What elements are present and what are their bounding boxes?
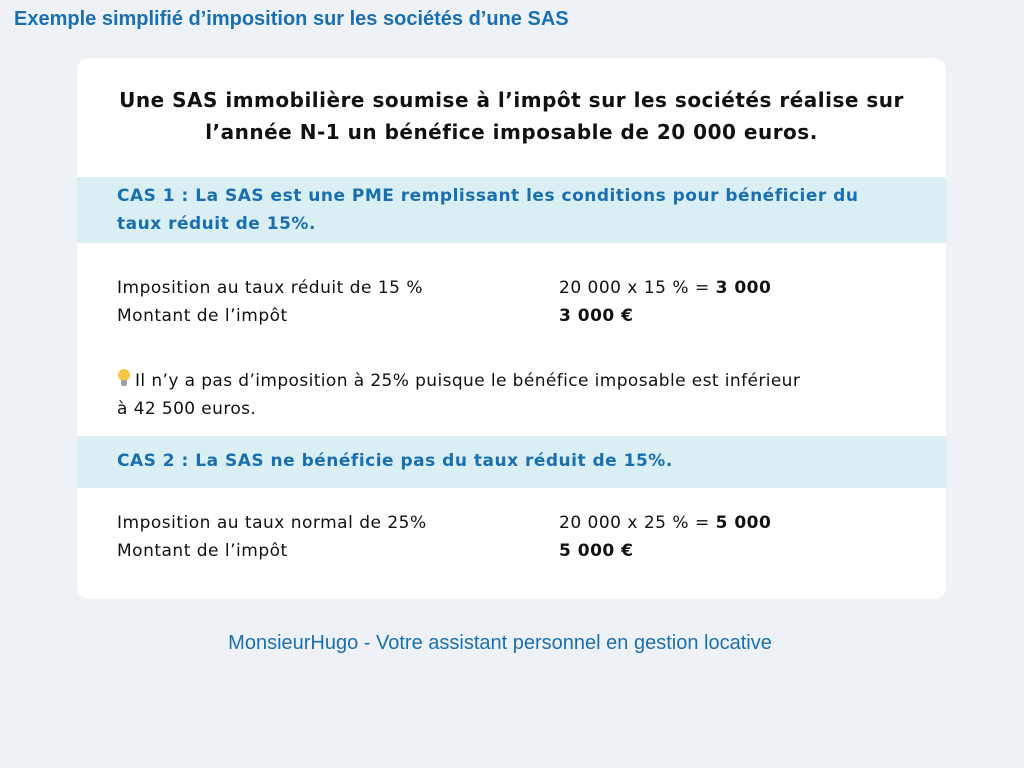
case-1-title-line-2: taux réduit de 15%.: [117, 214, 316, 234]
case-1-amount-total: 3 000 €: [559, 306, 634, 326]
case-1-rate-formula: 20 000 x 15 % =: [559, 278, 716, 298]
lightbulb-icon: [117, 369, 131, 389]
case-2-rate-result: 5 000: [715, 513, 772, 533]
page-title: Exemple simplifié d’imposition sur les sociétés d’une SAS: [14, 8, 569, 30]
tax-example-card: [77, 58, 946, 599]
intro-line-2: l’année N-1 un bénéfice imposable de 20 000 euros.: [205, 120, 818, 144]
intro-line-1: Une SAS immobilière soumise à l’impôt sur les sociétés réalise sur: [119, 88, 904, 112]
case-2-title: CAS 2 : La SAS ne bénéficie pas du taux réduit de 15%.: [117, 451, 673, 471]
case-1-amount-label: Montant de l’impôt: [117, 306, 288, 326]
case-1-note-line-2: à 42 500 euros.: [117, 399, 257, 419]
case-1-rate-calculation: [559, 274, 771, 302]
case-1-rate-result: 3 000: [715, 278, 772, 298]
case-1-note-line-1: Il n’y a pas d’imposition à 25% puisque le bénéfice imposable est inférieur: [135, 371, 801, 391]
case-1-note: [117, 367, 927, 423]
case-2-rate-label: Imposition au taux normal de 25%: [117, 513, 427, 533]
case-1-header: [77, 177, 946, 243]
footer-tagline: MonsieurHugo - Votre assistant personnel en gestion locative: [228, 632, 772, 654]
case-1-title-line-1: CAS 1 : La SAS est une PME remplissant les conditions pour bénéficier du: [117, 186, 859, 206]
case-1-amount-value: [559, 302, 633, 330]
case-2-amount-total: 5 000 €: [559, 541, 634, 561]
case-2-rate-calculation: [559, 509, 771, 537]
case-1-amount-row: [117, 302, 917, 330]
case-2-rate-formula: 20 000 x 25 % =: [559, 513, 716, 533]
case-2-rate-row: [117, 509, 917, 537]
case-1-rate-label: Imposition au taux réduit de 15 %: [117, 278, 424, 298]
case-2-amount-row: [117, 537, 917, 565]
case-1-rate-row: [117, 274, 917, 302]
case-2-header: [77, 436, 946, 488]
case-2-amount-value: [559, 537, 633, 565]
case-2-amount-label: Montant de l’impôt: [117, 541, 288, 561]
intro-text: [77, 84, 946, 148]
